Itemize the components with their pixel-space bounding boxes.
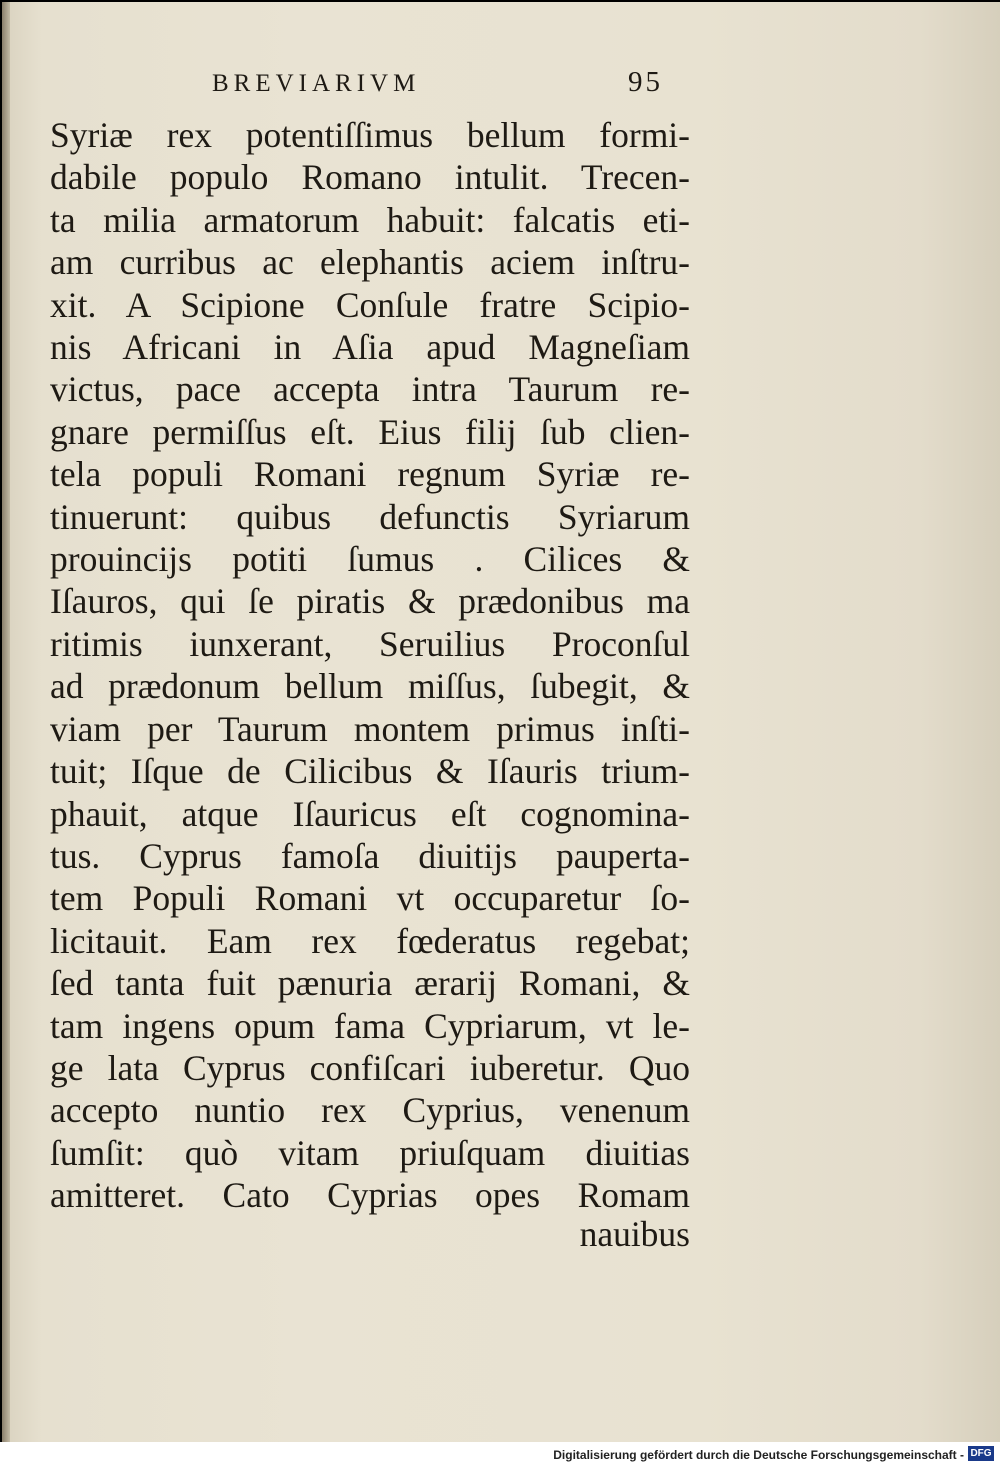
text-line: tela populi Romani regnum Syriæ re- (50, 454, 690, 495)
text-line: tinuerunt: quibus defunctis Syriarum (50, 496, 690, 537)
text-line: Syriæ rex potentiſſimus bellum formi- (50, 115, 690, 155)
catchword: nauibus (579, 1214, 690, 1254)
text-line: ritimis iunxerant, Seruilius Proconſul (50, 623, 690, 664)
text-line: tam ingens opum fama Cypriarum, vt le- (50, 1005, 690, 1046)
dfg-logo-icon: DFG (968, 1446, 994, 1461)
text-line: xit. A Scipione Conſule fratre Scipio- (50, 284, 690, 325)
text-line: ta milia armatorum habuit: falcatis eti- (50, 199, 690, 240)
body-text (50, 114, 690, 1217)
text-line: nis Africani in Aſia apud Magneſiam (50, 327, 690, 368)
funding-credit: Digitalisierung gefördert durch die Deutsche Forschungsgemeinschaft - (553, 1448, 964, 1462)
text-line: tuit; Iſque de Cilicibus & Iſauris trium- (50, 751, 690, 792)
page-binding-edge (2, 2, 10, 1442)
text-line: accepto nuntio rex Cyprius, venenum (50, 1090, 690, 1131)
text-line: ad prædonum bellum miſſus, ſubegit, & (50, 666, 690, 707)
text-line: dabile populo Romano intulit. Trecen- (50, 157, 690, 198)
text-line: licitauit. Eam rex fœderatus regebat; (50, 920, 690, 961)
text-line: ge lata Cyprus confiſcari iuberetur. Quo (50, 1047, 690, 1088)
text-line: tus. Cyprus famoſa diuitijs pauperta- (50, 835, 690, 876)
text-line: tem Populi Romani vt occuparetur ſo- (50, 878, 690, 919)
running-head: BREVIARIVM (212, 70, 421, 97)
text-line: Iſauros, qui ſe piratis & prædonibus ma (50, 581, 690, 622)
text-line: am curribus ac elephantis aciem inſtru- (50, 242, 690, 283)
text-line: viam per Taurum montem primus inſti- (50, 708, 690, 749)
book-page (2, 2, 1000, 1442)
page-number: 95 (628, 66, 663, 98)
text-line: amitteret. Cato Cyprias opes Romam (50, 1175, 690, 1216)
text-line: gnare permiſſus eſt. Eius filij ſub clien- (50, 411, 690, 452)
text-line: ſumſit: quò vitam priuſquam diuitias (50, 1132, 690, 1173)
text-line: phauit, atque Iſauricus eſt cognomina- (50, 793, 690, 834)
text-line: ſed tanta fuit pænuria ærarij Romani, & (50, 963, 690, 1004)
text-line: victus, pace accepta intra Taurum re- (50, 369, 690, 410)
text-line: prouincijs potiti ſumus . Cilices & (50, 539, 690, 580)
